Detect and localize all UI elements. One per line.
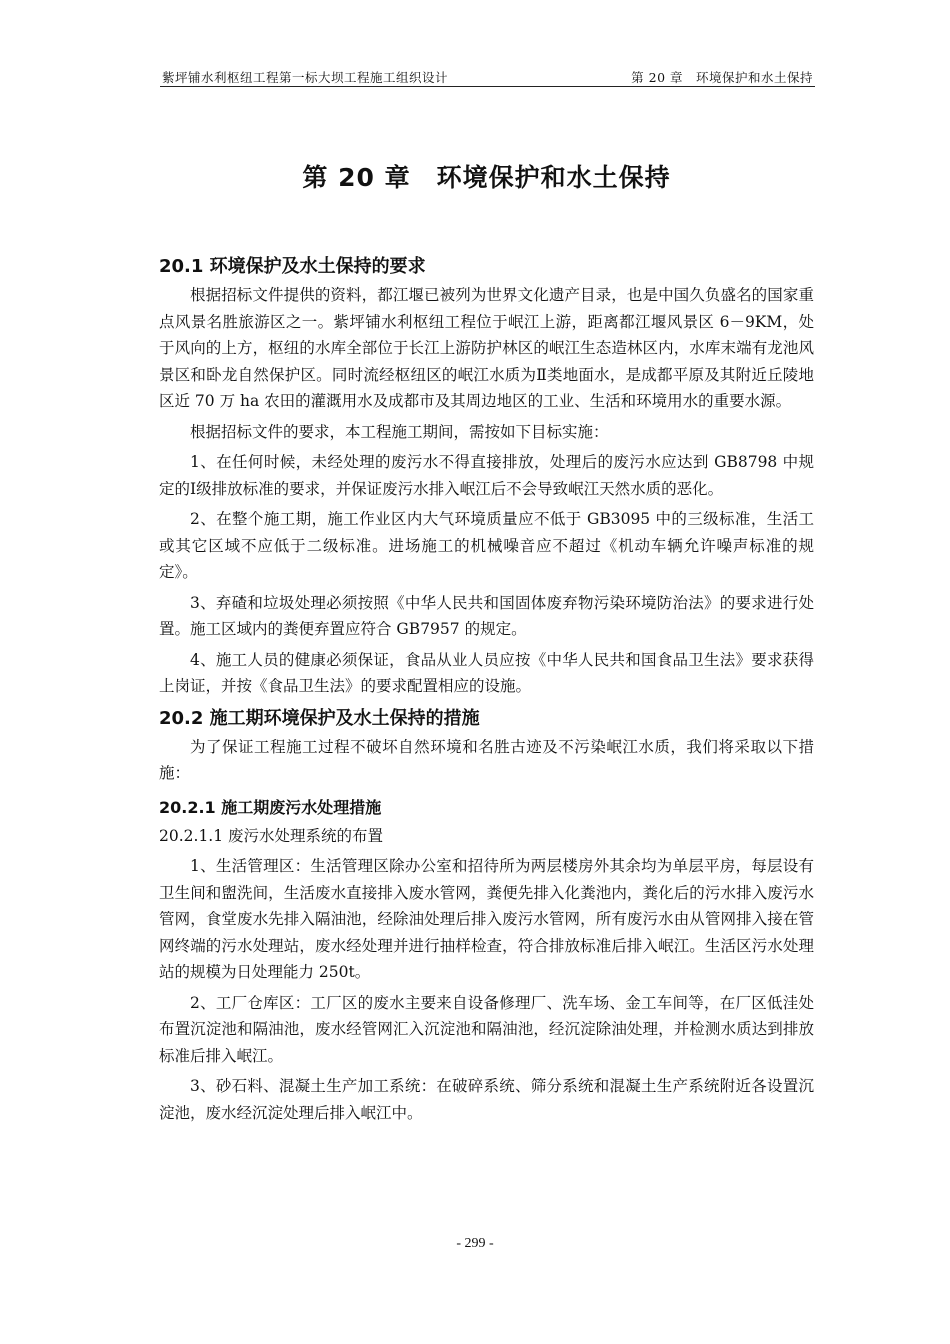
header-document-title: 紫坪铺水利枢纽工程第一标大坝工程施工组织设计 <box>162 70 449 85</box>
paragraph: 根据招标文件的要求，本工程施工期间，需按如下目标实施： <box>190 422 609 441</box>
page-number: - 299 - <box>456 1236 494 1251</box>
paragraph: 为了保证工程施工过程不破坏自然环境和名胜古迹及不污染岷江水质，我们将采取以下措施： <box>159 737 814 782</box>
subsection-heading-20-2-1: 20.2.1 施工期废污水处理措施 <box>159 797 382 817</box>
subsubsection-heading: 20.2.1.1 废污水处理系统的布置 <box>159 826 384 845</box>
paragraph: 1、在任何时候，未经处理的废污水不得直接排放，处理后的废污水应达到 GB8798 中规定的Ⅰ级排放标准的要求，并保证废污水排入岷江后不会导致岷江天然水质的恶化。 <box>159 453 814 498</box>
header-chapter-title: 第 20 章 环境保护和水土保持 <box>631 70 813 85</box>
chapter-title: 第 20 章 环境保护和水土保持 <box>302 163 671 192</box>
paragraph: 根据招标文件提供的资料，都江堰已被列为世界文化遗产目录，也是中国久负盛名的国家重点风景名胜旅游区之一。紫坪铺水利枢纽工程位于岷江上游，距离都江堰风景区 6－9KM，处于风向的上方，枢纽的水库全部位于长江上游防护林区的岷江生态造林区内，水库末端有龙池风景区和卧龙自然保护区。同时流经枢纽区的岷江水质为Ⅱ类地面水，是成都平原及其附近丘陵地区近 70 万 ha 农田的灌溉用水及成都市及其周边地区的工业、生活和环境用水的重要水源。 <box>159 286 814 410</box>
paragraph: 3、弃碴和垃圾处理必须按照《中华人民共和国固体废弃物污染环境防治法》的要求进行处置。施工区域内的粪便弃置应符合 GB7957 的规定。 <box>159 593 814 638</box>
page-header <box>160 66 815 87</box>
section-heading-20-1: 20.1 环境保护及水土保持的要求 <box>159 256 426 277</box>
paragraph: 4、施工人员的健康必须保证，食品从业人员应按《中华人民共和国食品卫生法》要求获得上岗证，并按《食品卫生法》的要求配置相应的设施。 <box>159 650 814 695</box>
section-heading-20-2: 20.2 施工期环境保护及水土保持的措施 <box>159 707 480 729</box>
paragraph: 2、工厂仓库区：工厂区的废水主要来自设备修理厂、洗车场、金工车间等，在厂区低洼处布置沉淀池和隔油池，废水经管网汇入沉淀池和隔油池，经沉淀除油处理，并检测水质达到排放标准后排入岷江。 <box>159 993 814 1065</box>
paragraph: 2、在整个施工期，施工作业区内大气环境质量应不低于 GB3095 中的三级标准，生活工或其它区域不应低于二级标准。进场施工的机械噪音应不超过《机动车辆允许噪声标准的规定》。 <box>159 510 814 581</box>
paragraph: 1、生活管理区：生活管理区除办公室和招待所为两层楼房外其余均为单层平房，每层设有卫生间和盥洗间，生活废水直接排入废水管网，粪便先排入化粪池内，粪化后的污水排入废污水管网，食堂废水先排入隔油池，经除油处理后排入废污水管网，所有废污水由从管网排入接在管网终端的污水处理站，废水经处理并进行抽样检查，符合排放标准后排入岷江。生活区污水处理站的规模为日处理能力 250t。 <box>159 857 814 981</box>
paragraph: 3、砂石料、混凝土生产加工系统：在破碎系统、筛分系统和混凝土生产系统附近各设置沉淀池，废水经沉淀处理后排入岷江中。 <box>159 1077 814 1122</box>
page-content <box>159 150 814 1130</box>
